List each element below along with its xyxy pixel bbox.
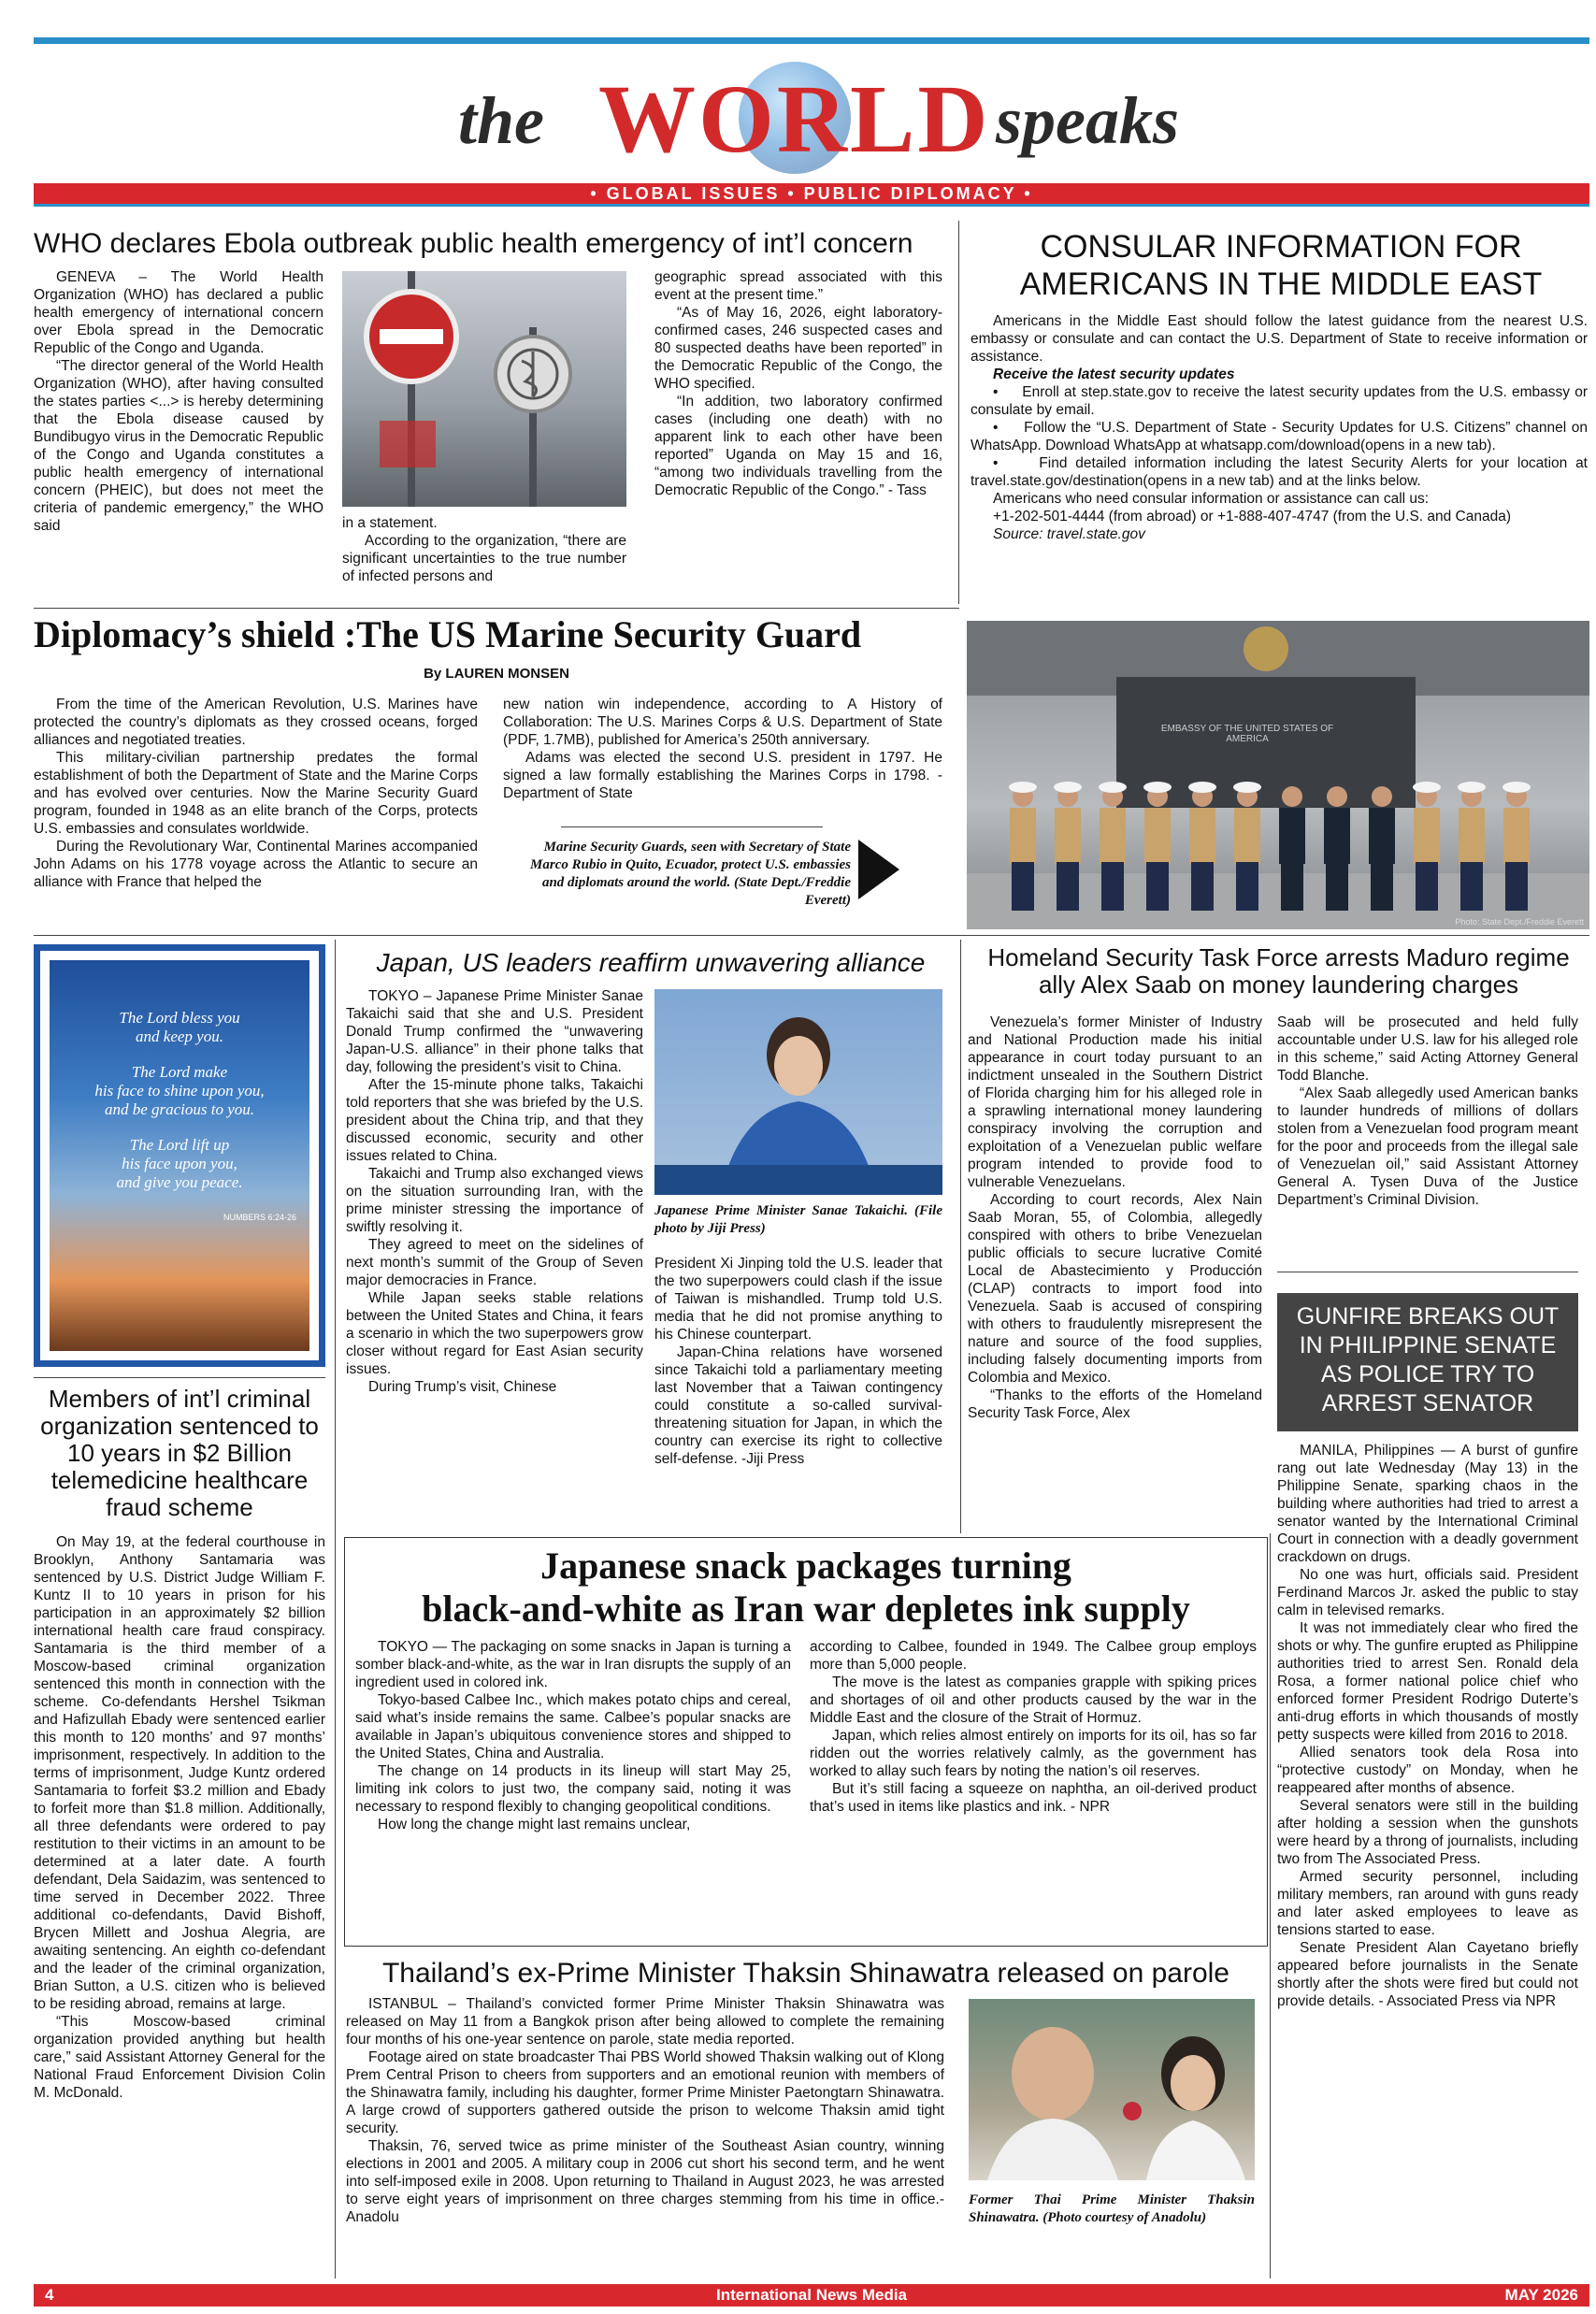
top-rule bbox=[34, 37, 1589, 44]
paragraph: It was not immediately clear who fired the shots or why. The gunfire erupted as Philippine authorities tried to arrest Sen. Ronald dela Rosa, a former national police chief who enforced former President Rodrigo Duterte’s anti-drug efforts in which thousands of mostly petty suspects were killed from 2016 to 2018. bbox=[1277, 1620, 1578, 1743]
snack-col-1 bbox=[355, 1638, 791, 1833]
column-rule bbox=[1270, 1533, 1271, 2278]
gunfire-headline-box bbox=[1277, 1293, 1578, 1431]
who-col-1 bbox=[34, 268, 324, 535]
person-figure bbox=[1234, 808, 1260, 864]
paragraph: Footage aired on state broadcaster Thai PBS World showed Thaksin walking out of Klong Prem Central Prison to cheers from supporters and an emotional reunion with members of the Shinawatra family, including his daughter, former Prime Minister Paetongtarn Shinawatra. A large crowd of supporters gathered outside the prison to welcome Thaksin amid tight security. bbox=[346, 2049, 944, 2136]
paragraph: GENEVA – The World Health Organization (WHO) has declared a public health emergency of international concern over Ebola spread in the Democratic Republic of the Congo and Uganda. bbox=[34, 269, 324, 356]
who-col-2 bbox=[342, 514, 626, 585]
prayer-line: The Lord lift up bbox=[129, 1136, 230, 1154]
bullet-item: • Find detailed information including the latest Security Alerts for your location at travel.state.gov/destination(opens in a new tab) and at the links below. bbox=[971, 455, 1588, 489]
person-figure bbox=[1505, 862, 1528, 911]
prayer-ref: NUMBERS 6:24-26 bbox=[223, 1213, 296, 1222]
gunfire-body bbox=[1277, 1442, 1578, 2010]
saab-col-2 bbox=[1277, 1013, 1578, 1209]
paragraph: Several senators were still in the building after holding a session when the gunshots were heard by a throng of journalists, including two from The Associated Press. bbox=[1277, 1798, 1578, 1867]
bullet-icon: • bbox=[993, 384, 1023, 400]
person-figure bbox=[1503, 808, 1530, 864]
paragraph: Venezuela’s former Minister of Industry and National Production made his initial appearance in court today pursuant to an indictment unsealed in the Southern District of Florida charging him for his alleged role in a sprawling international money laundering conspiracy involving the corruption and exploitation of a Venezuelan public welfare program intended to provide food to vulnerable Venezuelans. bbox=[968, 1014, 1262, 1190]
paragraph: This military-civilian partnership predates the formal establishment of both the Department of State and the Marine Corps and has evolved over centuries. Now the Marine Security Guard program, founded in 1948 as an elite branch of the Corps, protects U.S. embassies and consulates worldwide. bbox=[34, 750, 478, 837]
prayer-line: and give you peace. bbox=[116, 1173, 243, 1191]
person-figure bbox=[1057, 862, 1079, 911]
paragraph: Armed security personnel, including military members, ran around with guns ready and later asked employees to leave as tensions started to ease. bbox=[1277, 1869, 1578, 1938]
masthead-the: the bbox=[458, 83, 545, 158]
paragraph: “As of May 16, 2026, eight laboratory-confirmed cases, 246 suspected cases and 80 suspected deaths have been reported” in the Democratic Republic of the Congo, the WHO specified. bbox=[654, 305, 942, 392]
bullet-item: • Follow the “U.S. Department of State - Security Updates for U.S. Citizens” channel on WhatsApp. Download WhatsApp at whatsapp.com/download(opens in a new tab). bbox=[971, 420, 1588, 453]
marine-photo bbox=[967, 621, 1589, 929]
person-figure bbox=[1189, 808, 1215, 864]
person-figure bbox=[1146, 862, 1169, 911]
person-figure bbox=[1144, 808, 1171, 864]
person-figure bbox=[1503, 782, 1531, 793]
prayer-line: his face upon you, bbox=[122, 1155, 237, 1172]
paragraph: Thaksin, 76, served twice as prime minister of the Southeast Asian country, winning elections in 2001 and 2005. A military coup in 2006 cut short his second term, and he went into self-imposed exile in 2008. Upon returning to Thailand in August 2023, he was arrested to serve eight years of imprisonment on three charges stemming from his time in office.- Anadolu bbox=[346, 2138, 944, 2225]
japan-headline: Japan, US leaders reaffirm unwavering alliance bbox=[376, 948, 926, 977]
paragraph: MANILA, Philippines — A burst of gunfire rang out late Wednesday (May 13) in the Philippine Senate, sparking chaos in the building where authorities had tried to arrest a senator wanted by the International Criminal Court in connection with a deadly government crackdown on drugs. bbox=[1277, 1443, 1578, 1565]
paragraph: The move is the latest as companies grapple with spiking prices and shortages of oil and other products caused by the war in the Middle East and the closure of the Strait of Hormuz. bbox=[810, 1674, 1257, 1726]
person-figure bbox=[1414, 808, 1440, 864]
tagline-rule bbox=[34, 204, 1589, 207]
paragraph: They agreed to meet on the sidelines of next month’s summit of the Group of Seven major democracies in France. bbox=[346, 1237, 643, 1288]
paragraph: Japan-China relations have worsened since Takaichi told a parliamentary meeting last November that a Taiwan contingency could constitute a so-called survival-threatening situation for Japan, in which the country can exercise its right to collective self-defense. -Jiji Press bbox=[654, 1344, 942, 1467]
paragraph: The change on 14 products in its lineup will start May 25, limiting ink colors to just two, the company said, noting it was necessary to respond flexibly to changing geopolitical conditions. bbox=[355, 1763, 791, 1815]
paragraph: Senate President Alan Cayetano briefly appeared before journalists in the Senate shortly after the shots were fired but could not provide details. - Associated Press via NPR bbox=[1277, 1940, 1578, 2009]
column-rule bbox=[335, 940, 336, 2278]
tagline-bar: • GLOBAL ISSUES • PUBLIC DIPLOMACY • bbox=[34, 183, 1589, 204]
person-figure bbox=[1413, 782, 1441, 793]
bullet-icon: • bbox=[993, 455, 1040, 471]
person-figure bbox=[1327, 786, 1347, 807]
paragraph: Adams was elected the second U.S. president in 1797. He signed a law formally establishing the Marines Corps in 1798. - Department of State bbox=[503, 750, 942, 801]
person-figure bbox=[1233, 782, 1261, 793]
paragraph: ISTANBUL – Thailand’s convicted former Prime Minister Thaksin Shinawatra was released on May 11 from a Bangkok prison after being allowed to complete the remaining four months of his one-year sentence on parole, state media reported. bbox=[346, 1996, 944, 2048]
person-figure bbox=[1099, 782, 1127, 793]
marine-caption: Marine Security Guards, seen with Secretary of State Marco Rubio in Quito, Ecuador, protect U.S. embassies and diplomats around the world. (State Dept./Freddie Everett) bbox=[530, 840, 851, 908]
paragraph: After the 15-minute phone talks, Takaichi told reporters that she was briefed by the U.S. president about the China trip, and that they discussed economic, security and other issues related to China. bbox=[346, 1077, 643, 1164]
paragraph: geographic spread associated with this event at the present time.” bbox=[654, 269, 942, 303]
person-figure bbox=[1369, 808, 1395, 864]
paragraph: TOKYO — The packaging on some snacks in Japan is turning a somber black-and-white, as the war in Iran disrupts the supply of an ingredient used in colored ink. bbox=[355, 1639, 791, 1690]
bullet-icon: • bbox=[993, 420, 1025, 436]
paragraph: Americans in the Middle East should follow the latest guidance from the nearest U.S. embassy or consulate and can contact the U.S. Department of State to receive information or assistance. bbox=[971, 313, 1588, 365]
person-figure bbox=[1372, 786, 1392, 807]
consular-body bbox=[971, 312, 1588, 543]
who-headline: WHO declares Ebola outbreak public health emergency of int’l concern bbox=[34, 228, 913, 259]
arrow-icon-stem bbox=[858, 854, 866, 885]
person-figure bbox=[1101, 862, 1124, 911]
marine-col-1 bbox=[34, 696, 478, 891]
marine-headline: Diplomacy’s shield :The US Marine Security Guard bbox=[34, 613, 862, 655]
person-figure bbox=[1324, 808, 1350, 864]
snack-headline-1: Japanese snack packages turning bbox=[540, 1545, 1071, 1587]
paragraph: Saab will be prosecuted and held fully accountable under U.S. law for his alleged role in this scheme,” said Acting Attorney General Todd Blanche. bbox=[1277, 1014, 1578, 1084]
prayer-line: The Lord make bbox=[131, 1063, 228, 1081]
masthead-speaks: speaks bbox=[996, 83, 1179, 158]
no-entry-sign-icon bbox=[342, 271, 626, 507]
paragraph: Tokyo-based Calbee Inc., which makes potato chips and cereal, said what’s inside remains the same. Calbee’s popular snacks are available in Japan’s ubiquitous convenience stores and shipped to the United States, China and Australia. bbox=[355, 1692, 791, 1761]
person-figure bbox=[1009, 782, 1037, 793]
person-figure bbox=[1143, 782, 1172, 793]
prayer-image bbox=[50, 960, 309, 1351]
prayer-line: The Lord bless you bbox=[119, 1009, 240, 1027]
prayer-line: his face to shine upon you, bbox=[94, 1082, 265, 1100]
paragraph: “Thanks to the efforts of the Homeland Security Task Force, Alex bbox=[968, 1387, 1262, 1421]
person-figure bbox=[1282, 786, 1302, 807]
section-rule bbox=[34, 935, 1589, 936]
paragraph: No one was hurt, officials said. President Ferdinand Marcos Jr. asked the public to stay calm in televised remarks. bbox=[1277, 1567, 1578, 1618]
paragraph: “Alex Saab allegedly used American banks to launder hundreds of millions of dollars stolen from a Venezuelan food program meant for the poor and proceeds from the illegal sale of Venezuelan oil,” said Assistant Attorney General A. Tysen Duva of the Justice Department’s Criminal Division. bbox=[1277, 1085, 1578, 1208]
person-figure bbox=[1100, 808, 1126, 864]
paragraph: Japan, which relies almost entirely on imports for its oil, has so far ridden out the worries relatively calmly, as the government has worked to allay such fears by noting the nation’s oil reserves. bbox=[810, 1728, 1257, 1779]
japan-col-2 bbox=[654, 1255, 942, 1468]
bullet-item: • Enroll at step.state.gov to receive the latest security updates from the U.S. embassy or consulate by email. bbox=[971, 384, 1588, 418]
person-figure bbox=[1459, 808, 1485, 864]
page-number: 4 bbox=[45, 2286, 54, 2304]
paragraph: TOKYO – Japanese Prime Minister Sanae Takaichi said that she and U.S. President Donald Trump confirmed the “unwavering Japan-U.S. alliance” in their phone talks that day, following the president’s visit to China. bbox=[346, 988, 643, 1075]
masthead bbox=[458, 56, 1187, 178]
person-figure bbox=[1416, 862, 1438, 911]
paragraph: according to Calbee, founded in 1949. The Calbee group employs more than 5,000 people. bbox=[810, 1639, 1257, 1673]
issue-date: MAY 2026 bbox=[1504, 2286, 1578, 2304]
prayer-line: and be gracious to you. bbox=[104, 1100, 255, 1118]
japan-photo bbox=[654, 989, 942, 1195]
fraud-headline: Members of int’l criminal organization sentenced to 10 years in $2 Billion telemedicine healthcare fraud scheme bbox=[40, 1385, 319, 1522]
column-rule bbox=[958, 221, 959, 604]
person-figure bbox=[1010, 808, 1036, 864]
person-figure bbox=[1012, 862, 1034, 911]
paragraph: new nation win independence, according to A History of Collaboration: The U.S. Marines Corps & U.S. Department of State (PDF, 1.7MB), published for America’s 250th anniversary. bbox=[503, 697, 942, 748]
japan-caption: Japanese Prime Minister Sanae Takaichi. (File photo by Jiji Press) bbox=[654, 1203, 942, 1236]
caption-rule bbox=[561, 826, 823, 827]
column-rule bbox=[960, 940, 961, 1533]
snack-col-2 bbox=[810, 1638, 1257, 1816]
person-figure bbox=[1236, 862, 1258, 911]
who-photo bbox=[342, 271, 626, 507]
paragraph: in a statement. bbox=[342, 515, 438, 531]
paragraph: From the time of the American Revolution, U.S. Marines have protected the country’s diplomats as they crossed oceans, forged alliances and negotiated treaties. bbox=[34, 697, 478, 748]
paragraph: Takaichi and Trump also exchanged views on the situation surrounding Iran, with the prime minister stressing the importance of swiftly resolving it. bbox=[346, 1166, 643, 1235]
saab-headline: Homeland Security Task Force arrests Maduro regime ally Alex Saab on money laundering charges bbox=[987, 943, 1570, 999]
paragraph: President Xi Jinping told the U.S. leader that the two superpowers could clash if the issue of Taiwan is mishandled. Trump told U.S. media that he did not promise anything to his Chinese counterpart. bbox=[654, 1256, 942, 1343]
paragraph: During Trump’s visit, Chinese bbox=[368, 1379, 557, 1395]
saab-col-1 bbox=[968, 1013, 1262, 1422]
paragraph: On May 19, at the federal courthouse in Brooklyn, Anthony Santamaria was sentenced by U.S. District Judge William F. Kuntz II to 10 years in prison for his participation in an approximately $2 billion international health care fraud conspiracy. Santamaria is the third member of a Moscow-based criminal organization sentenced this month in connection with the scheme. Co-defendants Hershel Tsikman and Hafizullah Ebady were sentenced earlier this month to 120 months’ and 97 months’ imprisonment, respectively. In addition to the terms of imprisonment, Judge Kuntz ordered Santamaria to forfeit $3.2 million and Ebady to forfeit more than $1.8 million. Additionally, all three defendants were ordered to pay restitution to their victims in an amount to be determined at a later date. A fourth defendant, Dela Saidazim, was sentenced to time served in December 2022. Three additional co-defendants, David Bishoff, Brycen Millett and Joshua Alegria, are awaiting sentencing. An eighth co-defendant and the leader of the criminal organization, Brian Sutton, a U.S. citizen who is believed to be residing abroad, remains at large. bbox=[34, 1534, 325, 2012]
person-figure bbox=[1281, 862, 1303, 911]
section-rule bbox=[34, 1377, 325, 1378]
thaksin-caption: Former Thai Prime Minister Thaksin Shinawatra. (Photo courtesy of Anadolu) bbox=[969, 2192, 1255, 2225]
prayer-frame bbox=[34, 944, 325, 1367]
person-figure bbox=[1191, 862, 1214, 911]
phones: +1-202-501-4444 (from abroad) or +1-888-407-4747 (from the U.S. and Canada) bbox=[993, 509, 1512, 525]
prayer-line: and keep you. bbox=[136, 1028, 223, 1045]
paragraph: “The director general of the World Health Organization (WHO), after having consulted the states parties <...> is hereby determining that the Ebola disease caused by Bundibugyo virus in the Democratic Republic of the Congo and Uganda constitutes a public health emergency of international concern (PHEIC), but does not meet the criteria of pandemic emergency,” the WHO said bbox=[34, 358, 324, 534]
paragraph: According to court records, Alex Nain Saab Moran, 55, of Colombia, allegedly conspired with others to bribe Venezuelan public officials to secure lucrative Comité Local de Abastecimiento y Producción (CLAP) contracts to import food into Venezuela. Saab is accused of conspiring with others to fraudulently misrepresent the nature and source of the food supplies, including falsely documenting imports from Colombia and Mexico. bbox=[968, 1192, 1262, 1386]
photo-sign: EMBASSY OF THE UNITED STATES OF AMERICA bbox=[1160, 724, 1334, 744]
publisher: International News Media bbox=[715, 2286, 908, 2304]
section-rule bbox=[34, 608, 959, 609]
paragraph: Allied senators took dela Rosa into “protective custody” on Monday, when he reappeared after months of absence. bbox=[1277, 1745, 1578, 1796]
paragraph: But it’s still facing a squeeze on naphtha, an oil-derived product that’s used in items like plastics and ink. - NPR bbox=[810, 1781, 1257, 1815]
marine-col-2 bbox=[503, 696, 942, 802]
paragraph: “In addition, two laboratory confirmed cases (including one death) with no apparent link to each other have been reported” Uganda on May 15 and 16, “among two individuals travelling from the Democratic Republic of the Congo.” - Tass bbox=[654, 394, 942, 498]
person-figure bbox=[1458, 782, 1486, 793]
marine-byline: By LAUREN MONSEN bbox=[424, 666, 569, 682]
paragraph: “This Moscow-based criminal organization provided anything but health care,” said Assistant Attorney General for the National Fraud Enforcement Division Colin M. McDonald. bbox=[34, 2014, 325, 2101]
consular-headline: CONSULAR INFORMATION FOR AMERICANS IN THE MIDDLE EAST bbox=[1019, 229, 1543, 302]
footer-bar bbox=[34, 2284, 1589, 2307]
person-figure bbox=[1460, 862, 1483, 911]
thaksin-photo bbox=[969, 1999, 1255, 2180]
gunfire-headline: GUNFIRE BREAKS OUT IN PHILIPPINE SENATE AS POLICE TRY TO ARREST SENATOR bbox=[1296, 1303, 1560, 1416]
person-figure bbox=[1371, 862, 1393, 911]
thaksin-headline: Thailand’s ex-Prime Minister Thaksin Shinawatra released on parole bbox=[381, 1958, 1229, 1989]
thaksin-body bbox=[346, 1995, 944, 2226]
consular-subhead: Receive the latest security updates bbox=[993, 367, 1235, 382]
paragraph: While Japan seeks stable relations between the United States and China, it fears a scenario in which the two superpowers grow closer without regard for East Asian security issues. bbox=[346, 1290, 643, 1377]
person-figure bbox=[1326, 862, 1348, 911]
source: Source: travel.state.gov bbox=[993, 526, 1145, 542]
person-figure bbox=[1054, 782, 1082, 793]
snack-headline-2: black-and-white as Iran war depletes ink supply bbox=[422, 1588, 1190, 1630]
paragraph: During the Revolutionary War, Continental Marines accompanied John Adams on his 1778 voyage across the Atlantic to secure an alliance with France that helped the bbox=[34, 839, 478, 890]
person-figure bbox=[1279, 808, 1305, 864]
fraud-body bbox=[34, 1533, 325, 2102]
paragraph: Americans who need consular information or assistance can call us: bbox=[993, 491, 1430, 507]
paragraph: How long the change might last remains unclear, bbox=[378, 1817, 691, 1833]
paragraph: According to the organization, “there are significant uncertainties to the true number of infected persons and bbox=[342, 533, 626, 584]
person-figure bbox=[1188, 782, 1216, 793]
japan-col-1 bbox=[346, 987, 643, 1396]
person-figure bbox=[1055, 808, 1081, 864]
who-col-3 bbox=[654, 268, 942, 499]
masthead-world: WORLD bbox=[598, 65, 991, 173]
photo-credit: Photo: State Dept./Freddie Everett bbox=[1455, 917, 1584, 927]
